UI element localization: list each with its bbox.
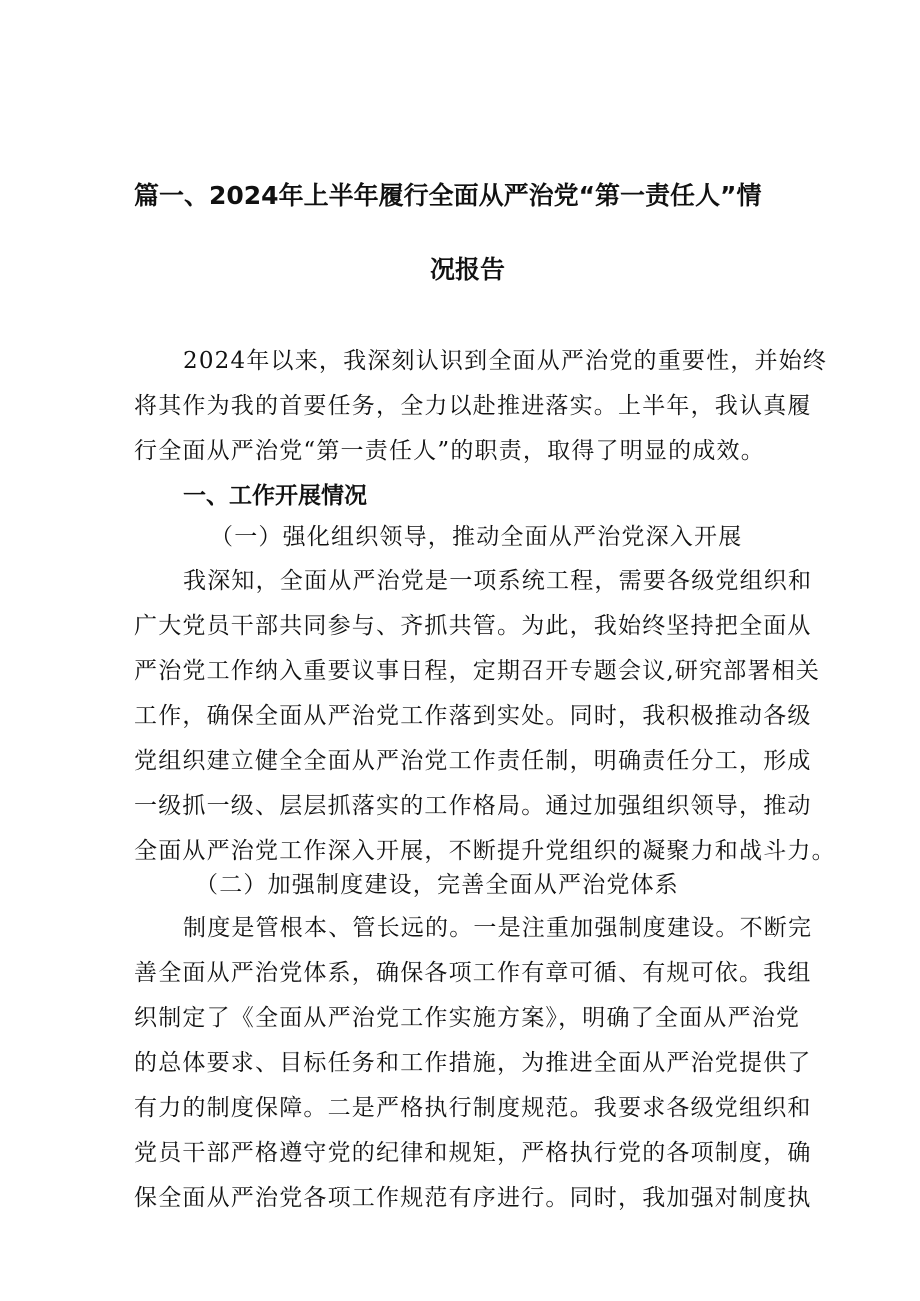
body-line: 工作，确保全面从严治党工作落到实处。同时，我积极推动各级: [134, 703, 812, 729]
body-line: 织制定了《全面从严治党工作实施方案》，明确了全面从严治党: [134, 1005, 801, 1031]
intro-line: 将其作为我的首要任务，全力以赴推进落实。上半年，我认真履: [134, 393, 812, 419]
body-line: 保全面从严治党各项工作规范有序进行。同时，我加强对制度执: [134, 1185, 812, 1211]
body-line: 有力的制度保障。二是严格执行制度规范。我要求各级党组织和: [134, 1095, 812, 1121]
section-heading: 一、工作开展情况: [183, 483, 367, 509]
body-line: 党组织建立健全全面从严治党工作责任制，明确责任分工，形成: [134, 748, 812, 774]
subsection-heading: （二）加强制度建设，完善全面从严治党体系: [195, 872, 679, 898]
intro-line: 行全面从严治党“第一责任人”的职责，取得了明显的成效。: [134, 438, 765, 464]
body-line: 制度是管根本、管长远的。一是注重加强制度建设。不断完: [183, 915, 813, 941]
body-line: 广大党员干部共同参与、齐抓共管。为此，我始终坚持把全面从: [134, 613, 812, 639]
body-line: 全面从严治党工作深入开展，不断提升党组织的凝聚力和战斗力。: [134, 838, 836, 864]
document-title-line-1: 篇一、2024年上半年履行全面从严治党“第一责任人”情: [134, 181, 762, 210]
body-line: 党员干部严格遵守党的纪律和规矩，严格执行党的各项制度，确: [134, 1140, 812, 1166]
document-title-line-2: 况报告: [430, 255, 506, 284]
intro-line: 2024年以来，我深刻认识到全面从严治党的重要性，并始终: [183, 348, 828, 374]
body-line: 严治党工作纳入重要议事日程，定期召开专题会议,研究部署相关: [134, 658, 821, 684]
body-line: 善全面从严治党体系，确保各项工作有章可循、有规可依。我组: [134, 960, 812, 986]
subsection-heading: （一）强化组织领导，推动全面从严治党深入开展: [210, 524, 743, 550]
body-line: 我深知，全面从严治党是一项系统工程，需要各级党组织和: [183, 568, 813, 594]
body-line: 一级抓一级、层层抓落实的工作格局。通过加强组织领导，推动: [134, 793, 812, 819]
body-line: 的总体要求、目标任务和工作措施，为推进全面从严治党提供了: [134, 1050, 812, 1076]
